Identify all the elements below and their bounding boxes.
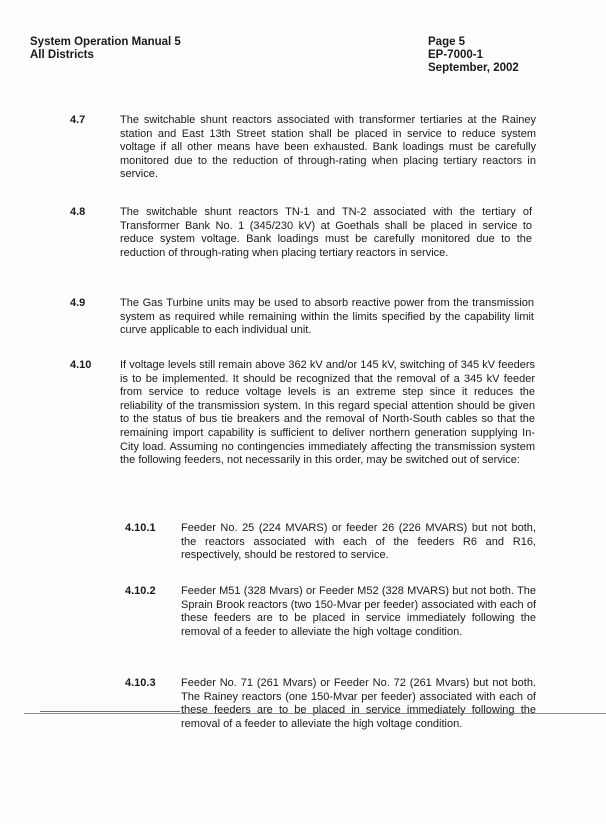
section-number: 4.7 (70, 114, 86, 126)
section-text: The Gas Turbine units may be used to absorb reactive power from the transmission system as required while remaining within the limits specified by the capability limit curve applicable to each individual unit. (120, 297, 534, 337)
document-id: EP-7000-1 (428, 49, 483, 61)
subsection-number: 4.10.3 (125, 677, 156, 689)
scan-artifact-line (40, 711, 180, 712)
document-date: September, 2002 (428, 62, 519, 74)
section-text: The switchable shunt reactors TN-1 and TN-2 associated with the tertiary of Transformer Bank No. 1 (345/230 kV) at Goethals shall be placed in service to reduce system voltage. Bank loadings must be carefully monitored due to the reduction of through-rating when placing tertiary reactors in service. (120, 206, 532, 259)
header-left (30, 36, 181, 62)
manual-title: System Operation Manual 5 (30, 36, 181, 48)
section-number: 4.9 (70, 297, 86, 309)
district-label: All Districts (30, 49, 94, 61)
subsection-number: 4.10.2 (125, 585, 156, 597)
section-text: If voltage levels still remain above 362 kV and/or 145 kV, switching of 345 kV feeders is to be implemented. It should be recognized that the removal of a 345 kV feeder from service to reduce voltage levels is an extreme step since it reduces the reliability of the transmission system. In this regard special attention should be given to the status of bus tie breakers and the removal of North-South cables so that the remaining import capability is sufficient to deliver northern generation supplying In-City load. Assuming no contingencies immediately affecting the transmission system the following feeders, not necessarily in this order, may be switched out of service: (120, 359, 535, 467)
section-number: 4.10 (70, 359, 92, 371)
subsection-text: Feeder No. 71 (261 Mvars) or Feeder No. 72 (261 Mvars) but not both. The Rainey reactors (one 150-Mvar per feeder) associated with each of these feeders are to be placed in service immediately following the removal of a feeder to alleviate the high voltage condition. (181, 677, 536, 730)
section-number: 4.8 (70, 206, 86, 218)
subsection-text: Feeder No. 25 (224 MVARS) or feeder 26 (226 MVARS) but not both, the reactors associated with each of the feeders R6 and R16, respectively, should be restored to service. (181, 522, 536, 562)
section-text: The switchable shunt reactors associated with transformer tertiaries at the Rainey station and East 13th Street station shall be placed in service to reduce system voltage if all other means have been exhausted. Bank loadings must be carefully monitored due to the reduction of through-rating when placing tertiary reactors in service. (120, 114, 536, 181)
scan-artifact-line (24, 713, 606, 714)
page-number: Page 5 (428, 36, 466, 48)
header-right (428, 36, 519, 75)
subsection-number: 4.10.1 (125, 522, 156, 534)
subsection-text: Feeder M51 (328 Mvars) or Feeder M52 (328 MVARS) but not both. The Sprain Brook reactors (two 150-Mvar per feeder) associated with each of these feeders are to be placed in service immediately following the removal of a feeder to alleviate the high voltage condition. (181, 585, 536, 638)
